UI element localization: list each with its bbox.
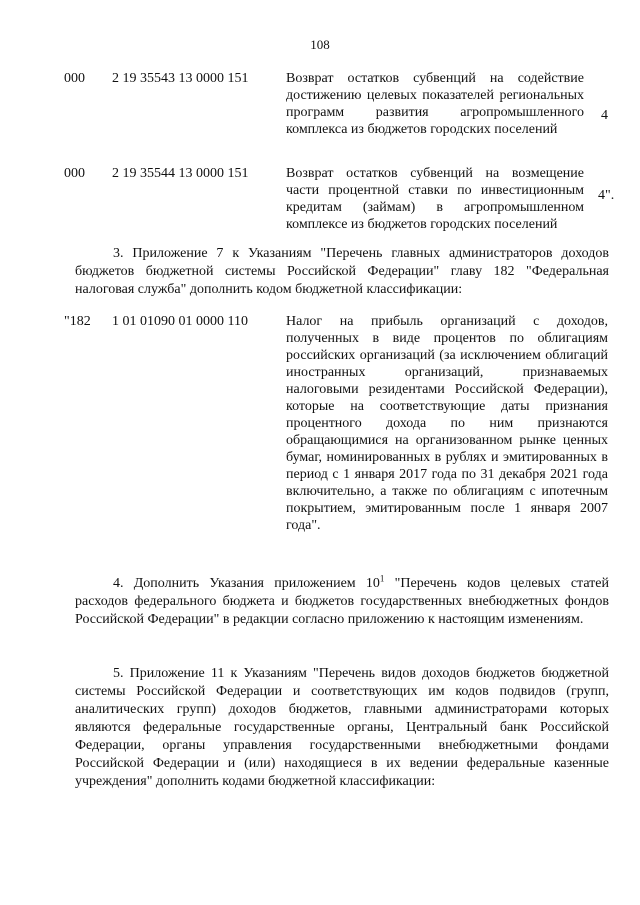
table-row [0, 165, 640, 233]
admin-code: "182 [64, 314, 91, 329]
admin-code: 000 [64, 71, 85, 86]
tax-entry-row [0, 313, 640, 558]
row-tail: 4 [601, 108, 608, 123]
table-row [0, 70, 640, 155]
kbk-code: 2 19 35544 13 0000 151 [112, 166, 249, 181]
paragraph-3: 3. Приложение 7 к Указаниям "Перечень главных администраторов доходов бюджетов бюджетной системы Российской Федерации" главу 182 "Федеральная налоговая служба" дополнить кодом бюджетной классификации: [75, 246, 609, 297]
paragraph-4 [75, 575, 609, 629]
para4-after: "Перечень кодов целевых статей расходов федерального бюджета и бюджетов государственных внебюджетных фондов Российской Федерации" в редакции согласно приложению к настоящим изменениям. [75, 576, 609, 627]
admin-code: 000 [64, 166, 85, 181]
kbk-code: 1 01 01090 01 0000 110 [112, 314, 248, 329]
row-description: Возврат остатков субвенций на возмещение части процентной ставки по инвестиционным кредитам (займам) в агропромышленном комплексе из бюджетов городских поселений [286, 166, 584, 232]
kbk-code: 2 19 35543 13 0000 151 [112, 71, 249, 86]
para4-before: 4. Дополнить Указания приложением 10 [113, 576, 380, 591]
tax-description: Налог на прибыль организаций с доходов, полученных в виде процентов по облигациям российских организаций (за исключением облигаций иностранных организаций, признаваемых налоговыми резидентами Российской Федерации), которые на соответствующие даты признания процентного дохода по ним признаются обращающимися на организованном рынке ценных бумаг, номинированных в рублях и эмитированных в период с 1 января 2017 года по 31 декабря 2021 года включительно, а также по облигациям с ипотечным покрытием, эмитированным после 1 января 2007 года". [286, 314, 608, 533]
page-number: 108 [310, 37, 330, 52]
row-tail: 4". [598, 188, 615, 203]
paragraph-5: 5. Приложение 11 к Указаниям "Перечень видов доходов бюджетов бюджетной системы Российской Федерации и соответствующих им кодов подвидов (групп, аналитических групп) доходов бюджетов, главными администраторами которых являются федеральные государственные органы, Центральный банк Российской Федерации, органы управления государственными внебюджетными фондами Российской Федерации и (или) находящиеся в их ведении федеральные казенные учреждения" дополнить кодами бюджетной классификации: [75, 666, 609, 789]
para4-sup: 1 [379, 573, 385, 584]
row-description: Возврат остатков субвенций на содействие достижению целевых показателей региональных программ развития агропромышленного комплекса из бюджетов городских поселений [286, 71, 584, 137]
